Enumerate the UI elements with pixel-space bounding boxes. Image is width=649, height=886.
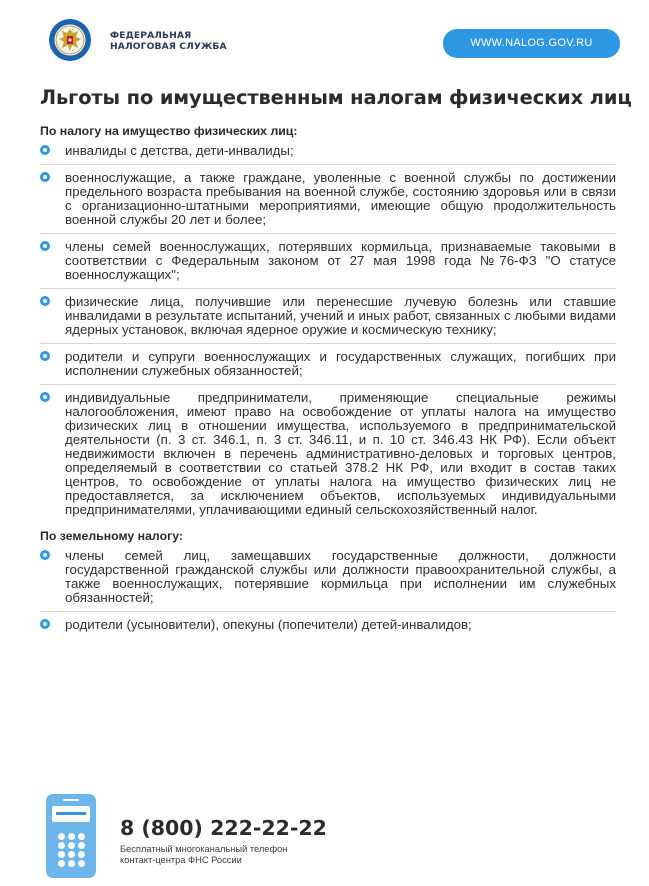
header [40,14,620,70]
list-item-text: военнослужащие, а также граждане, уволенные с военной службы по достижении предельного возраста пребывания на военной службе, состоянию здоровья или в связи с организационно-штатными мероприятиями, имеющие общую продолжительность военной службы 20 лет и более; [65,170,616,227]
list-item [40,171,616,234]
phone-icon [46,794,96,878]
bullet-dot-icon [40,241,50,251]
section-land-tax [40,529,616,638]
bullet-dot-icon [40,296,50,306]
bullet-dot-icon [40,172,50,182]
list-item [40,144,616,165]
org-name [110,30,227,52]
list-item-text: родители и супруги военнослужащих и государственных служащих, погибших при исполнении служебных обязанностей; [65,349,616,378]
list-item-text: родители (усыновители), опекуны (попечители) детей-инвалидов; [65,617,472,632]
list-item-text: индивидуальные предприниматели, применяющие специальные режимы налогообложения, имеют право на освобождение от уплаты налога на имущество физических лиц в отношении имущества, используемого в предпринимательской деятельности (п. 3 ст. 346.1, п. 3 ст. 346.11, и п. 10 ст. 346.43 НК РФ). Если объект недвижимости включен в перечень административно-деловых и торговых центров, определяемый в соответствии со статьей 378.2 НК РФ, или входит в состав таких центров, то освобождение от уплаты налога на имущество физических лиц не предоставляется, за исключением объектов, используемых индивидуальными предпринимателями, уплачивающими единый сельскохозяйственный налог. [65,390,616,517]
page-title: Льготы по имущественным налогам физических лиц [40,86,632,109]
list-item-text: члены семей военнослужащих, потерявших кормильца, признаваемые таковыми в соответствии с Федеральным законом от 27 мая 1998 года №76-ФЗ "О статусе военнослужащих"; [65,239,616,282]
list-item [40,618,616,638]
bullet-dot-icon [40,619,50,629]
phone-description-line1: Бесплатный многоканальный телефон [120,844,288,854]
section-property-tax [40,124,616,523]
phone-screen [52,806,90,822]
section-heading: По налогу на имущество физических лиц: [40,124,298,138]
bullet-dot-icon [40,550,50,560]
list-item-text: инвалиды с детства, дети-инвалиды; [65,143,294,158]
website-button[interactable]: WWW.NALOG.GOV.RU [443,29,620,58]
org-name-line1: ФЕДЕРАЛЬНАЯ [110,30,192,41]
org-name-line2: НАЛОГОВАЯ СЛУЖБА [110,41,227,52]
list-item [40,549,616,612]
bullet-dot-icon [40,392,50,402]
phone-description [120,844,287,866]
content [40,124,616,644]
list-item [40,391,616,523]
footer-contact [40,794,620,880]
list-item [40,350,616,385]
list-item-text: члены семей лиц, замещавших государственные должности, должности государственной гражданской службы или должности правоохранительной службы, а также военнослужащих, потерявшие кормильца при исполнении им служебных обязанностей; [65,548,616,605]
bullet-dot-icon [40,145,50,155]
benefits-list [40,144,616,523]
list-item [40,240,616,289]
list-item-text: физические лица, получившие или перенесшие лучевую болезнь или ставшие инвалидами в результате испытаний, учений и иных работ, связанных с любыми видами ядерных установок, включая ядерное оружие и космическую технику; [65,294,616,337]
phone-number[interactable]: 8 (800) 222-22-22 [120,816,327,840]
list-item [40,295,616,344]
benefits-list [40,549,616,638]
phone-keypad [56,832,86,868]
fns-emblem-icon [48,18,92,62]
phone-speaker [63,799,79,801]
phone-description-line2: контакт-центра ФНС России [120,855,242,865]
section-heading: По земельному налогу: [40,529,183,543]
bullet-dot-icon [40,351,50,361]
